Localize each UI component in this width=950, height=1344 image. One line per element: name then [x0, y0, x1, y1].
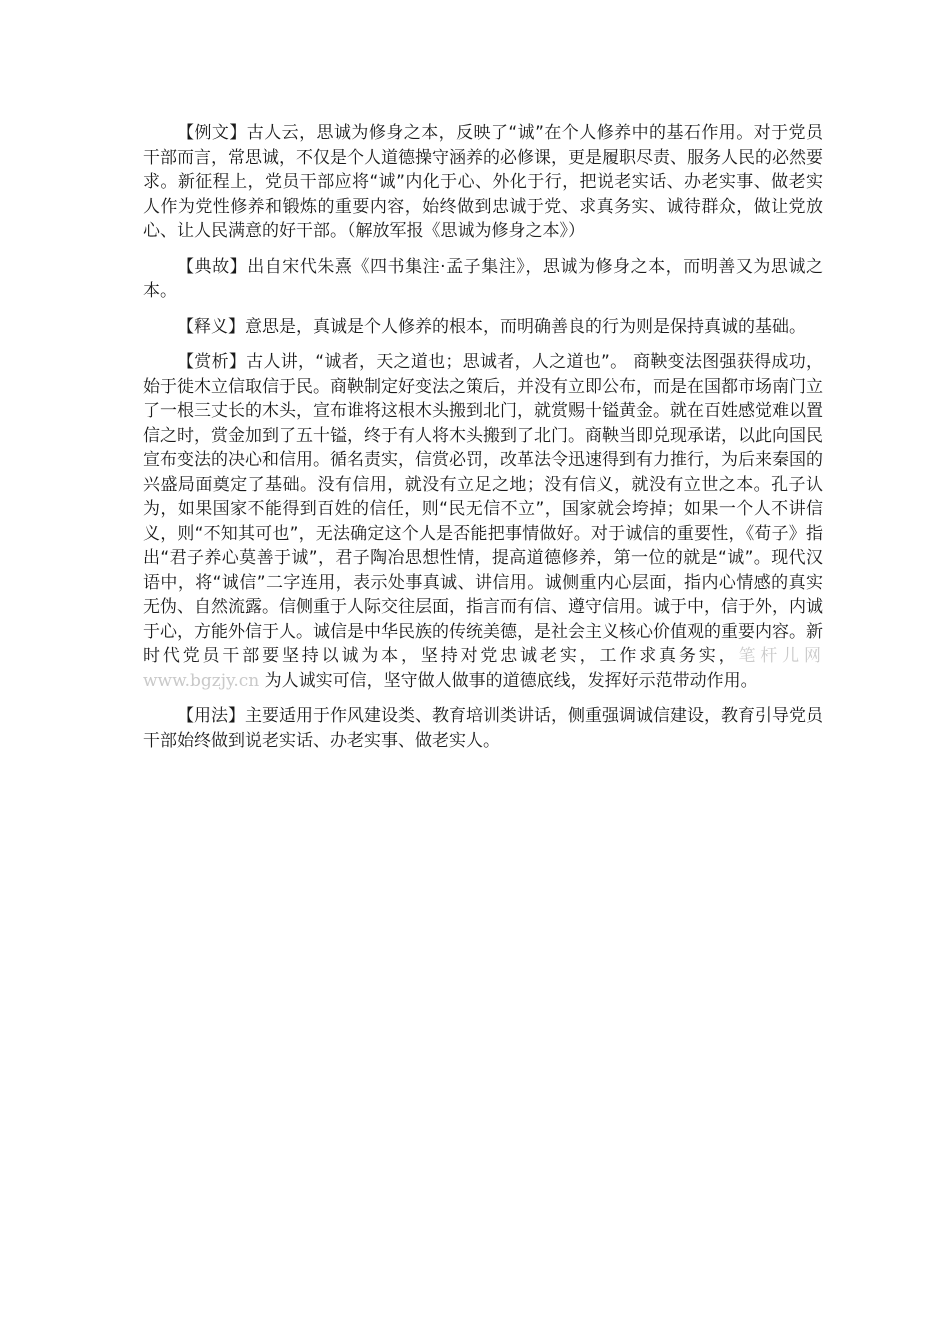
allusion-paragraph	[143, 255, 823, 304]
meaning-text: 意思是，真诚是个人修养的根本，而明确善良的行为则是保持真诚的基础。	[245, 316, 806, 337]
document-body	[143, 121, 823, 764]
meaning-tag: 【释义】	[177, 316, 245, 337]
analysis-tag: 【赏析】	[177, 352, 247, 372]
example-text: 古人云，思诚为修身之本，反映了“诚”在个人修养中的基石作用。对于党员干部而言，常思诚，不仅是个人道德操守涵养的必修课，更是履职尽责、服务人民的必然要求。新征程上，党员干部应将“诚”内化于心、外化于行，把说老实话、办老实事、做老实人作为党性修养和锻炼的重要内容，始终做到忠诚于党、求真务实、诚待群众，做让党放心、让人民满意的好干部。（解放军报《思诚为修身之本》）	[143, 123, 823, 241]
meaning-paragraph	[143, 315, 823, 340]
example-paragraph	[143, 121, 823, 244]
analysis-paragraph	[143, 350, 823, 693]
allusion-tag: 【典故】	[177, 256, 248, 277]
allusion-text: 出自宋代朱熹《四书集注·孟子集注》，思诚为修身之本，而明善又为思诚之本。	[143, 256, 824, 301]
watermark-text: 笔杆儿网	[738, 646, 823, 666]
analysis-text: 古人讲，“诚者，天之道也；思诚者，人之道也”。 商鞅变法图强获得成功，始于徙木立信取信于民。商鞅制定好变法之策后，并没有立即公布，而是在国都市场南门立了一根三丈长的木头，宣布谁将这根木头搬到北门，就赏赐十镒黄金。就在百姓感觉难以置信之时，赏金加到了五十镒，终于有人将木头搬到了北门。商鞅当即兑现承诺，以此向国民宣布变法的决心和信用。循名责实，信赏必罚，改革法令迅速得到有力推行，为后来秦国的兴盛局面奠定了基础。没有信用，就没有立足之地；没有信义，就没有立世之本。孔子认为，如果国家不能得到百姓的信任，则“民无信不立”，国家就会垮掉；如果一个人不讲信义，则“不知其可也”，无法确定这个人是否能把事情做好。对于诚信的重要性，《荀子》指出“君子养心莫善于诚”，君子陶冶思想性情，提高道德修养，第一位的就是“诚”。现代汉语中，将“诚信”二字连用，表示处事真诚、讲信用。诚侧重内心层面，指内心情感的真实无伪、自然流露。信侧重于人际交往层面，指言而有信、遵守信用。诚于中，信于外，内诚于心，方能外信于人。诚信是中华民族的传统美德，是社会主义核心价值观的重要内容。新时代党员干部要坚持以诚为本，坚持对党忠诚老实，工作求真务实，	[143, 352, 823, 666]
watermark-url: www.bgzjy.cn	[143, 670, 260, 691]
usage-tag: 【用法】	[177, 706, 245, 726]
example-tag: 【例文】	[177, 123, 247, 143]
usage-text: 主要适用于作风建设类、教育培训类讲话，侧重强调诚信建设，教育引导党员干部始终做到说老实话、办老实事、做老实人。	[143, 706, 823, 751]
analysis-text-end: 为人诚实可信，坚守做人做事的道德底线，发挥好示范带动作用。	[259, 670, 758, 691]
usage-paragraph	[143, 704, 823, 753]
